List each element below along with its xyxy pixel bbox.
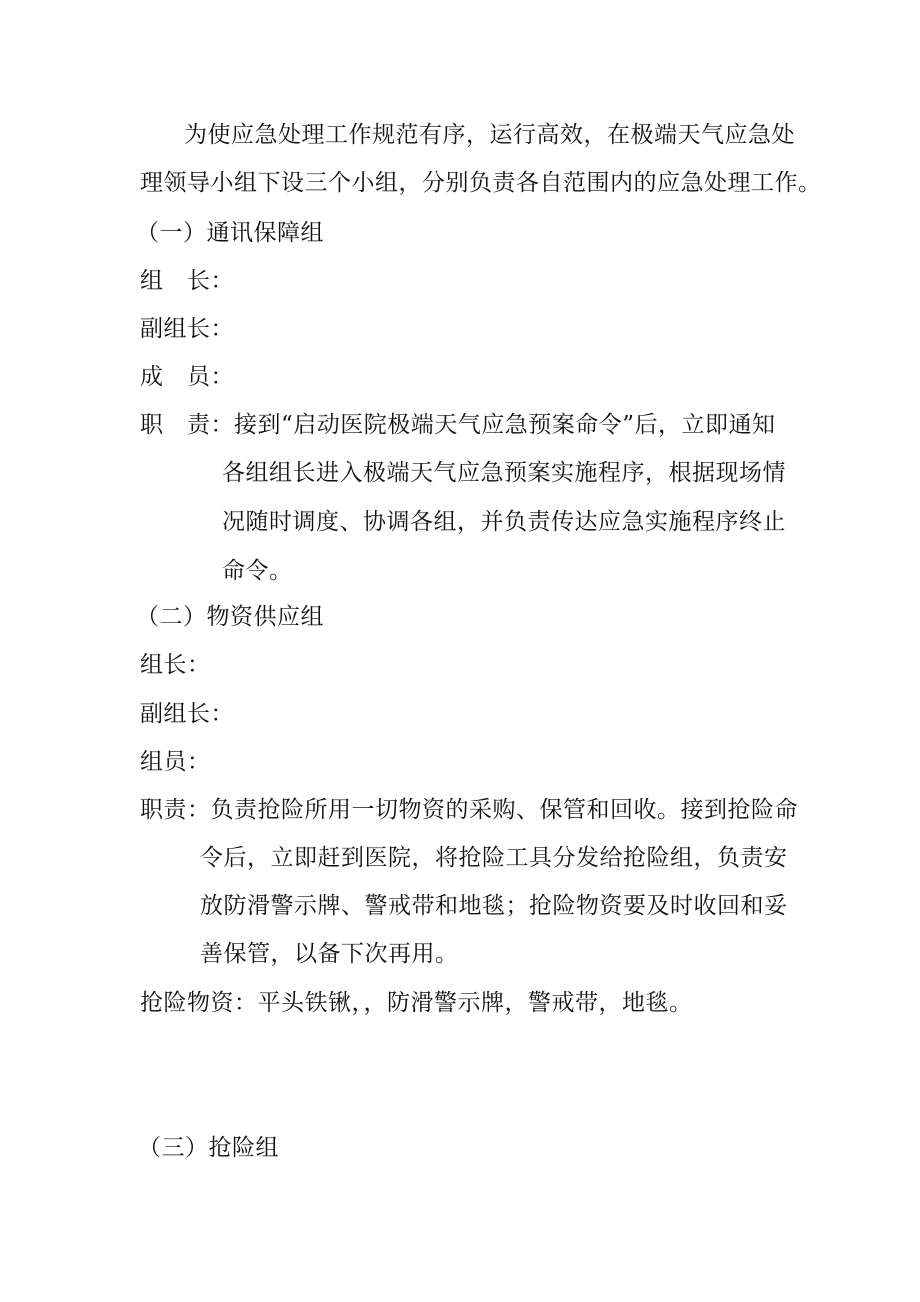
- intro-paragraph-line-2: 理领导小组下设三个小组，分别负责各自范围内的应急处理工作。: [140, 170, 822, 196]
- section-heading-group-1: （一）通讯保障组: [136, 220, 324, 246]
- group-1-duty-line-3: 况随时调度、协调各组，并负责传达应急实施程序终止: [222, 509, 786, 535]
- section-heading-group-3: （三）抢险组: [138, 1135, 279, 1161]
- group-1-duty-line-2: 各组组长进入极端天气应急预案实施程序，根据现场情: [222, 460, 786, 486]
- group-2-deputy-label: 副组长：: [140, 701, 234, 727]
- group-1-duty-line-1: 职 责：接到“启动医院极端天气应急预案命令”后，立即通知: [140, 412, 776, 438]
- group-2-duty-line-4: 善保管，以备下次再用。: [200, 941, 459, 967]
- group-2-supplies-line: 抢险物资：平头铁锹，，防滑警示牌，警戒带，地毯。: [140, 990, 693, 1016]
- group-2-leader-label: 组长：: [140, 652, 211, 678]
- group-1-duty-line-4: 命令。: [222, 558, 293, 584]
- group-2-duty-line-1: 职责：负责抢险所用一切物资的采购、保管和回收。接到抢险命: [140, 797, 798, 823]
- group-1-deputy-label: 副组长：: [140, 316, 234, 342]
- group-2-duty-line-2: 令后，立即赶到医院，将抢险工具分发给抢险组，负责安: [200, 845, 788, 871]
- group-2-duty-line-3: 放防滑警示牌、警戒带和地毯；抢险物资要及时收回和妥: [200, 893, 788, 919]
- section-heading-group-2: （二）物资供应组: [136, 604, 324, 630]
- group-2-members-label: 组员：: [140, 749, 211, 775]
- group-1-members-label: 成 员：: [140, 364, 234, 390]
- group-1-leader-label: 组 长：: [140, 268, 234, 294]
- intro-paragraph-line-1: 为使应急处理工作规范有序，运行高效，在极端天气应急处: [184, 122, 795, 148]
